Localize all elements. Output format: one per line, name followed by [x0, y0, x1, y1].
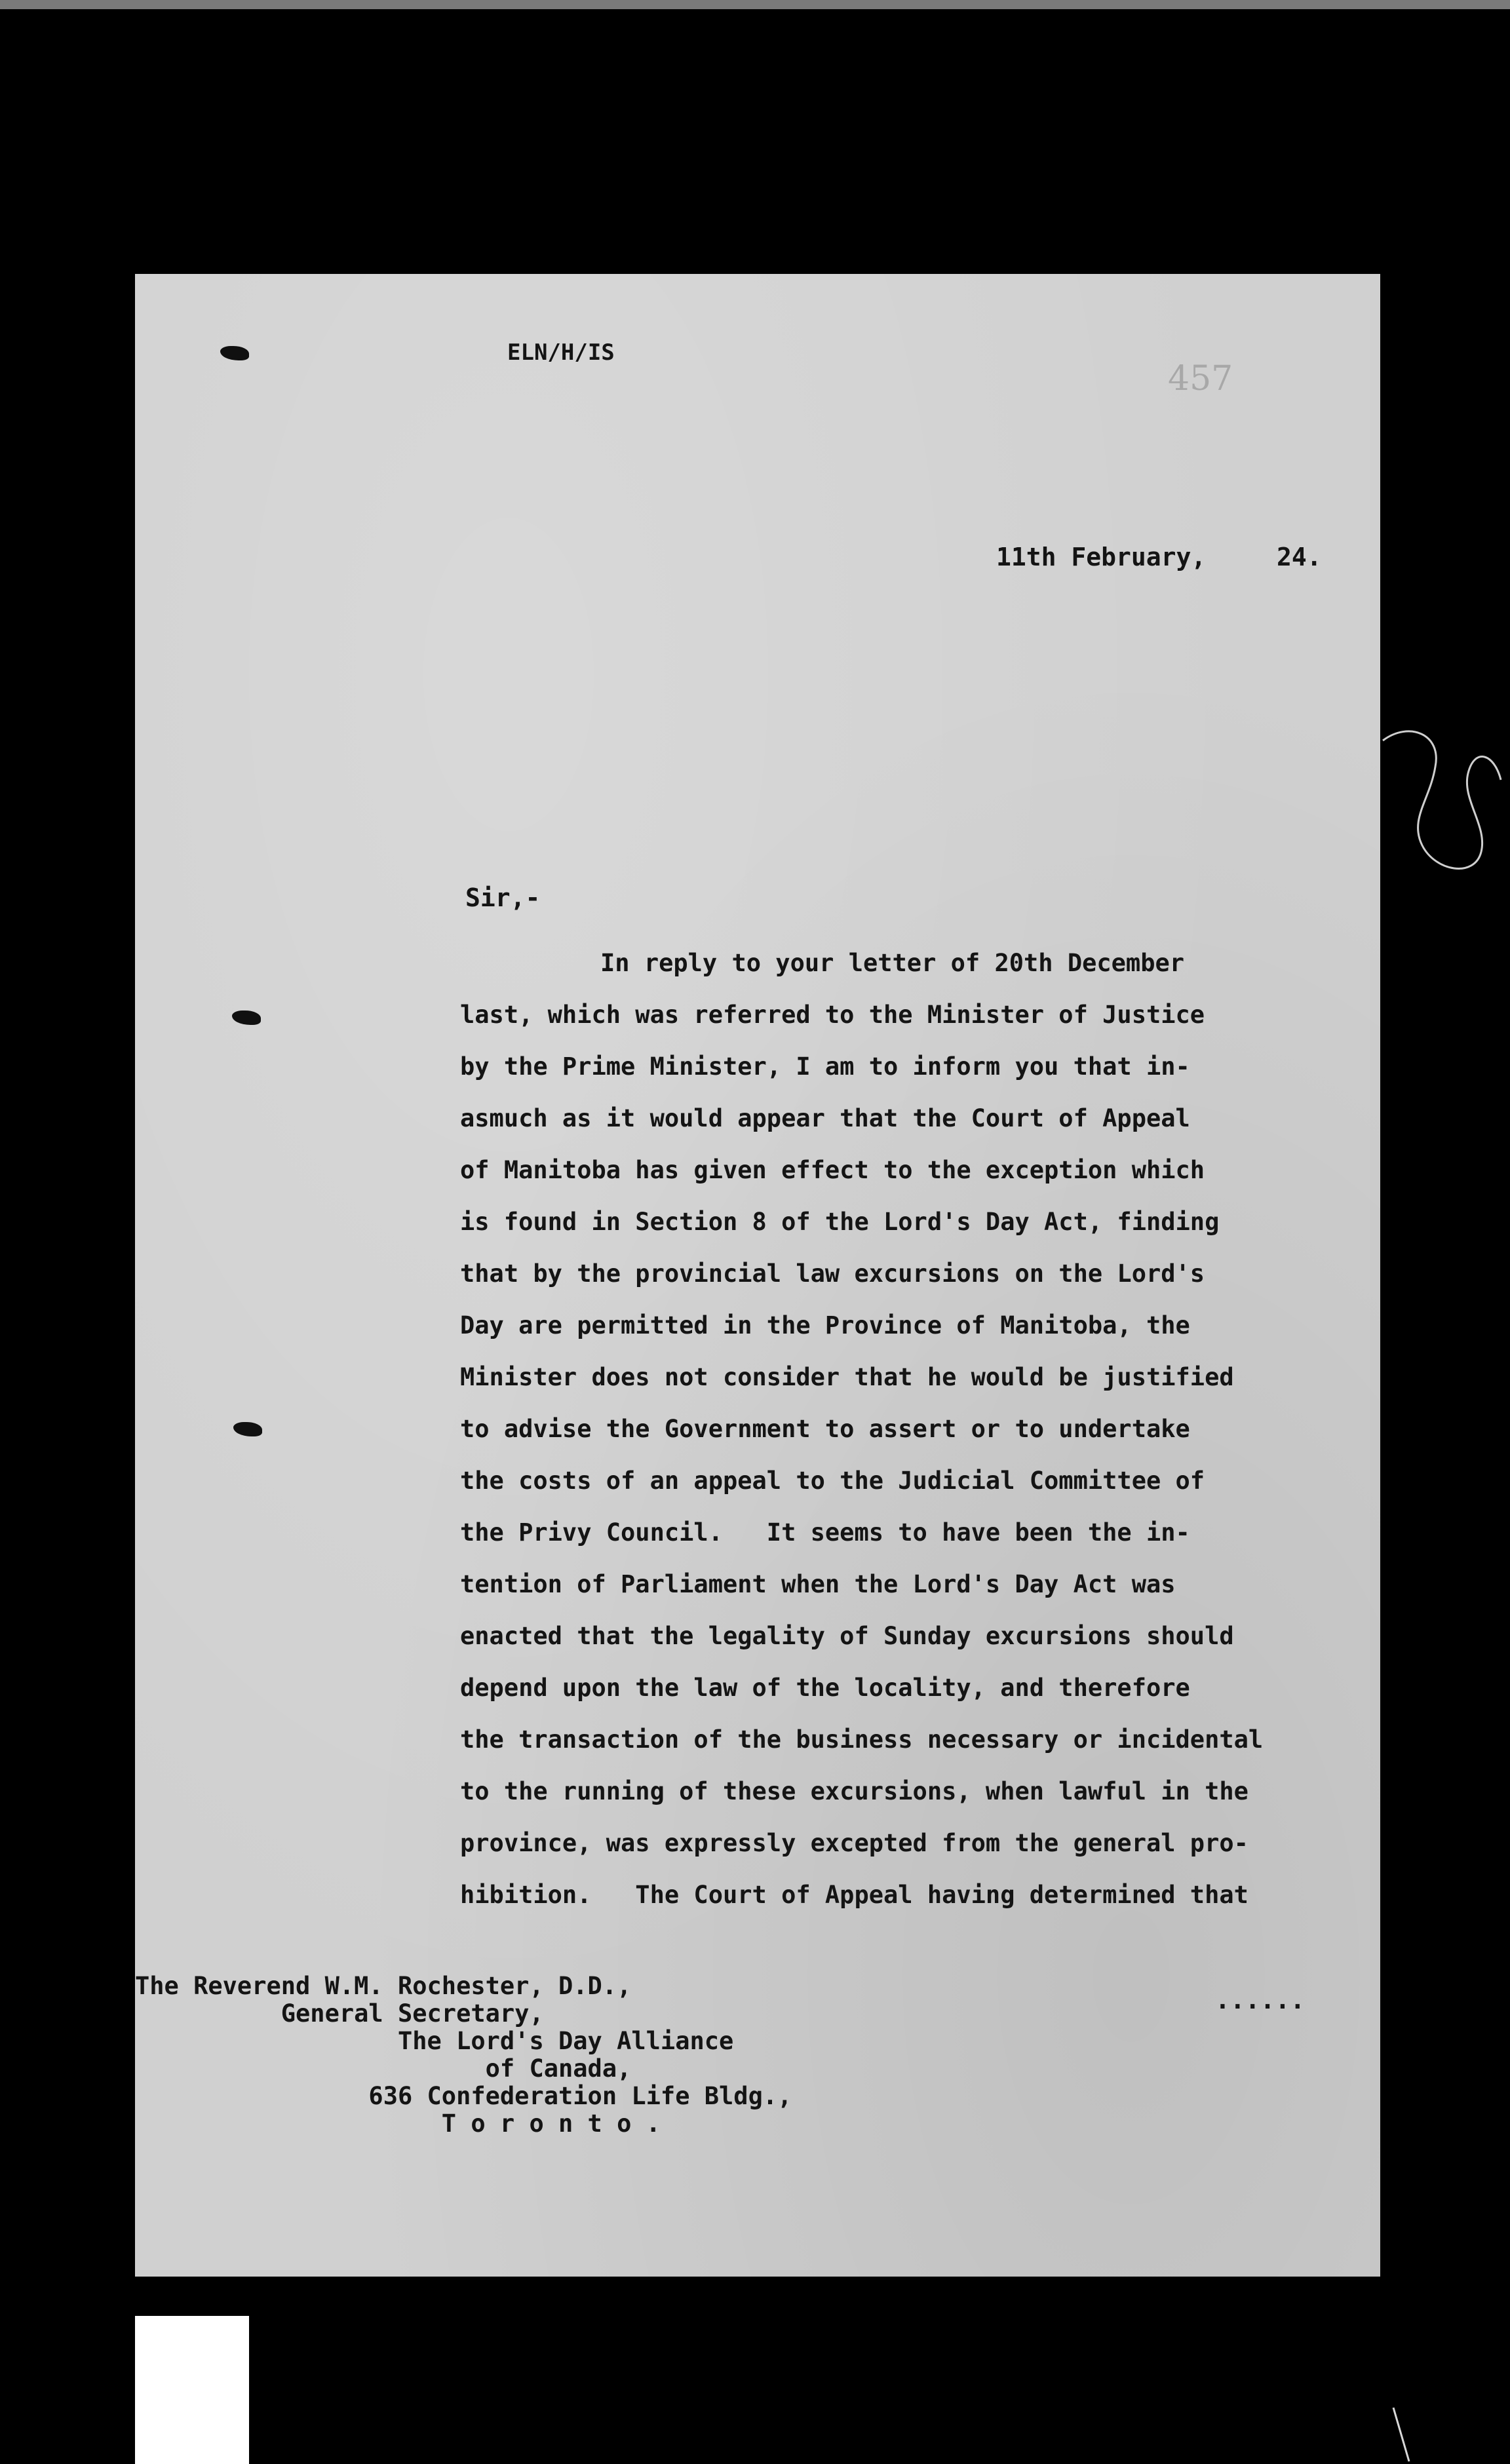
letter-date: 11th February,	[996, 543, 1207, 571]
body-line: that by the provincial law excursions on the Lord's	[460, 1260, 1205, 1288]
letter-year: 24.	[1277, 543, 1322, 571]
body-line: province, was expressly excepted from the general pro-	[460, 1829, 1249, 1857]
folio-number: 457	[1168, 359, 1233, 398]
film-label-patch	[135, 2316, 249, 2464]
body-line: Day are permitted in the Province of Manitoba, the	[460, 1311, 1190, 1339]
letter-body	[460, 937, 1263, 1921]
punch-hole-mark	[232, 1011, 261, 1025]
address-line: The Reverend W.M. Rochester, D.D.,	[135, 1972, 632, 2000]
recipient-address	[135, 1973, 792, 2138]
pencil-scribble-mark	[1370, 708, 1510, 917]
address-line: T o r o n t o .	[135, 2109, 661, 2138]
address-line: General Secretary,	[135, 1999, 544, 2028]
address-line: 636 Confederation Life Bldg.,	[135, 2082, 792, 2110]
film-top-edge	[0, 0, 1510, 9]
continuation-mark: ......	[1215, 1986, 1306, 2014]
body-line: In reply to your letter of 20th December	[600, 949, 1185, 977]
body-line: asmuch as it would appear that the Court of Appeal	[460, 1104, 1190, 1132]
film-edge-mark	[1389, 2405, 1416, 2464]
body-line: depend upon the law of the locality, and therefore	[460, 1674, 1190, 1702]
body-line: the Privy Council. It seems to have been the in-	[460, 1518, 1190, 1547]
body-line: of Manitoba has given effect to the exception which	[460, 1156, 1205, 1184]
body-line: the costs of an appeal to the Judicial Committee of	[460, 1467, 1205, 1495]
body-line: tention of Parliament when the Lord's Day Act was	[460, 1570, 1176, 1598]
body-line: hibition. The Court of Appeal having determined that	[460, 1881, 1249, 1909]
punch-hole-mark	[220, 346, 249, 360]
body-line: by the Prime Minister, I am to inform you that in-	[460, 1052, 1190, 1081]
punch-hole-mark	[233, 1422, 262, 1436]
body-line: enacted that the legality of Sunday excursions should	[460, 1622, 1234, 1650]
body-line: Minister does not consider that he would be justified	[460, 1363, 1234, 1391]
address-line: The Lord's Day Alliance	[135, 2027, 734, 2055]
salutation: Sir,-	[465, 883, 541, 912]
body-line: the transaction of the business necessary or incidental	[460, 1725, 1264, 1754]
body-line: last, which was referred to the Minister of Justice	[460, 1001, 1205, 1029]
body-line: to the running of these excursions, when lawful in the	[460, 1777, 1249, 1805]
letter-page	[135, 274, 1380, 2277]
body-line: to advise the Government to assert or to undertake	[460, 1415, 1190, 1443]
address-line: of Canada,	[135, 2054, 632, 2083]
file-reference: ELN/H/IS	[507, 339, 615, 366]
body-line: is found in Section 8 of the Lord's Day Act, finding	[460, 1208, 1220, 1236]
